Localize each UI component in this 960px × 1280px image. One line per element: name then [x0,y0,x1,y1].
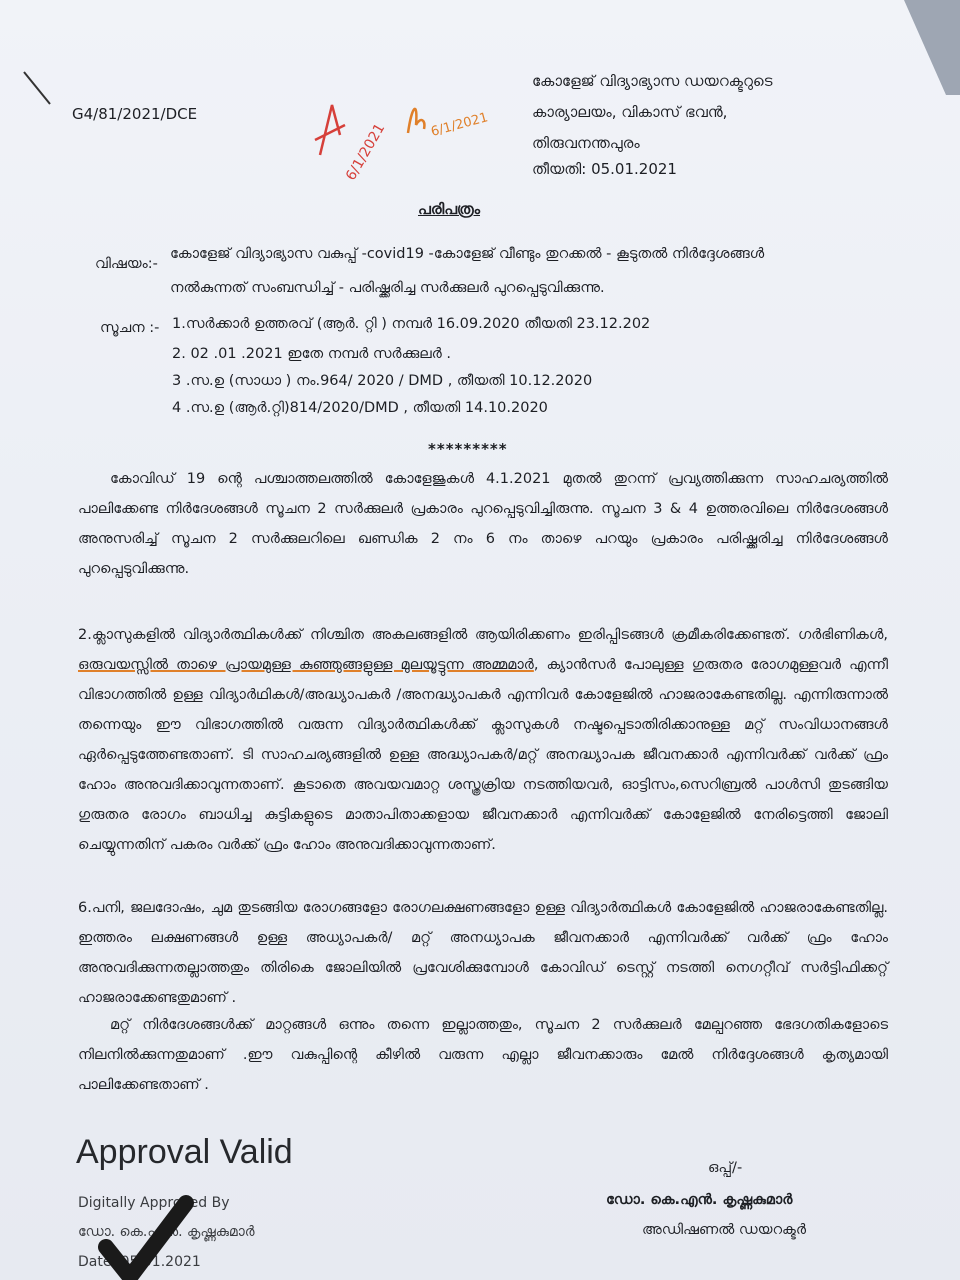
signatory-designation: അഡിഷണൽ ഡയറക്ടർ [642,1222,807,1238]
reference-item: 1.സർക്കാർ ഉത്തരവ് (ആർ. റ്റി ) നമ്പർ 16.09.2020 തീയതി 23.12.202 [172,316,651,332]
check-mark-icon [100,1195,190,1280]
reference-item: 2. 02 .01 .2021 ഇതേ നമ്പർ സർക്കുലർ . [172,346,451,362]
pencil-mark [22,70,52,110]
paragraph-6: 6.പനി, ജലദോഷം, ചുമ തുടങ്ങിയ രോഗങ്ങളോ രോഗലക്ഷണങ്ങളോ ഉള്ള വിദ്യാർത്ഥികൾ കോളേജിൽ ഹാജരാകേണ്ടതില്ല. ഇത്തരം ലക്ഷണങ്ങൾ ഉള്ള അധ്യാപകർ/ മറ്റ് അനധ്യാപക ജീവനക്കാർ എന്നിവർക്ക് വർക്ക് ഫ്രം ഹോം അനുവദിക്കുന്നതല്ലാത്തതും തിരികെ ജോലിയിൽ പ്രവേശിക്കുമ്പോൾ കോവിഡ് ടെസ്റ്റ് നടത്തി നെഗറ്റീവ് സർട്ടിഫിക്കറ്റ് ഹാജരാക്കേണ്ടതുമാണ് . [78,900,888,1006]
signatory-name: ഡോ. കെ.എൻ. കൃഷ്ണകുമാർ [606,1192,793,1208]
references-label: സൂചന :- [100,320,160,336]
address-line-3: തിരുവനന്തപുരം [532,134,640,152]
document-date: തീയതി: 05.01.2021 [532,160,677,178]
handwritten-initial-red [300,95,390,184]
reference-item: 4 .സ.ഉ (ആർ.റ്റി)814/2020/DMD , തീയതി 14.10.2020 [172,400,548,416]
reference-number: G4/81/2021/DCE [72,105,198,123]
handwritten-initial-orange [400,95,490,145]
approval-status: Approval Valid [76,1133,293,1171]
signature-label: ഒപ്പ്/- [708,1160,743,1176]
paragraph-2-start: 2.ക്ലാസുകളിൽ വിദ്യാർത്ഥികൾക്ക് നിശ്ചിത അകലങ്ങളിൽ ആയിരിക്കണം ഇരിപ്പിടങ്ങൾ ക്രമീകരിക്കേണ്ടത്. ഗർഭിണികൾ, [78,627,888,643]
background-edge [890,0,960,95]
approver-name: ഡോ. കെ.എൻ. കൃഷ്ണകുമാർ [78,1224,255,1240]
highlighted-phrase: ഒരുവയസ്സിൽ താഴെ പ്രായമുള്ള കുഞ്ഞുങ്ങളുള്ള മുലയൂട്ടുന്ന അമ്മമാർ [78,657,534,673]
document-title: പരിപത്രം [418,200,480,218]
address-line-1: കോളേജ് വിദ്യാഭ്യാസ ഡയറക്ടറുടെ [532,72,773,90]
address-line-2: കാര്യാലയം, വികാസ് ഭവൻ, [532,103,728,121]
subject-label: വിഷയം:- [95,256,158,272]
digitally-approved-label: Digitally Approved By [78,1195,230,1211]
handwritten-date-red: 6/1/2021 [343,120,389,184]
subject-line-1: കോളേജ് വിദ്യാഭ്യാസ വകുപ്പ് -covid19 -കോളേജ് വീണ്ടും തുറക്കൽ - കൂടുതൽ നിർദ്ദേശങ്ങൾ [170,246,765,262]
subject-line-2: നൽകുന്നത് സംബന്ധിച്ച് - പരിഷ്ക്കരിച്ച സർക്കുലർ പുറപ്പെടുവിക്കുന്നു. [170,280,605,296]
reference-item: 3 .സ.ഉ (സാധാ ) നം.964/ 2020 / DMD , തീയതി 10.12.2020 [172,373,593,389]
paragraph-2-rest: , ക്യാൻസർ പോലുള്ള ഗുരുതര രോഗമുള്ളവർ എന്നീ വിഭാഗത്തിൽ ഉള്ള വിദ്യാർഥികൾ/അദ്ധ്യാപകർ /അനദ്ധ്യാപകർ എന്നിവർ കോളേജിൽ ഹാജരാകേണ്ടതില്ല. എന്നിരുന്നാൽ തന്നെയും ഈ വിഭാഗത്തിൽ വരുന്ന വിദ്യാർത്ഥികൾക്ക് ക്ലാസുകൾ നഷ്ടപ്പെടാതിരിക്കാനുള്ള മറ്റ് സംവിധാനങ്ങൾ ഏർപ്പെടുത്തേണ്ടതാണ്. ടി സാഹചര്യങ്ങളിൽ ഉള്ള അദ്ധ്യാപകർ/മറ്റ് അനദ്ധ്യാപക ജീവനക്കാർ എന്നിവർക്ക് വർക്ക് ഫ്രം ഹോം അനുവദിക്കാവുന്നതാണ്. കൂടാതെ അവയവമാറ്റ ശസ്ത്രക്രിയ നടത്തിയവർ, ഓട്ടിസം,സെറിബ്രൽ പാൾസി തുടങ്ങിയ ഗുരുതര രോഗം ബാധിച്ച കുട്ടികളുടെ മാതാപിതാക്കളായ ജീവനക്കാർ എന്നിവർക്ക് കോളേജിൽ നേരിട്ടെത്തി ജോലി ചെയ്യുന്നതിന് പകരം വർക്ക് ഫ്രം ഹോം അനുവദിക്കാവുന്നതാണ്. [78,657,888,853]
paragraph-intro: കോവിഡ് 19 ന്റെ പശ്ചാത്തലത്തിൽ കോളേജുകൾ 4.1.2021 മുതൽ തുറന്ന് പ്രവ്യത്തിക്കുന്ന സാഹചര്യത്തിൽ പാലിക്കേണ്ട നിർദേശങ്ങൾ സൂചന 2 സർക്കുലർ പ്രകാരം പുറപ്പെടുവിച്ചിരുന്നു. സൂചന 3 & 4 ഉത്തരവിലെ നിർദേശങ്ങൾ അനുസരിച്ച് സൂചന 2 സർക്കുലറിലെ ഖണ്ഡിക 2 നം 6 നം താഴെ പറയും പ്രകാരം പരിഷ്ക്കരിച്ച നിർദേശങ്ങൾ പുറപ്പെടുവിക്കുന്നു. [78,471,888,577]
paragraph-closing: മറ്റ് നിർദേശങ്ങൾക്ക് മാറ്റങ്ങൾ ഒന്നും തന്നെ ഇല്ലാത്തതും, സൂചന 2 സർക്കുലർ മേല്പറഞ്ഞ ഭേദഗതികളോടെ നിലനിൽക്കുന്നതുമാണ് .ഈ വകുപ്പിന്റെ കീഴിൽ വരുന്ന എല്ലാ ജീവനക്കാരും മേൽ നിർദ്ദേശങ്ങൾ കൃത്യമായി പാലിക്കേണ്ടതാണ് . [78,1017,888,1093]
paragraph-2 [78,620,888,860]
approval-date: Date: 05.01.2021 [78,1254,201,1270]
handwritten-date-orange: 6/1/2021 [429,110,490,140]
separator: ********* [428,440,508,458]
